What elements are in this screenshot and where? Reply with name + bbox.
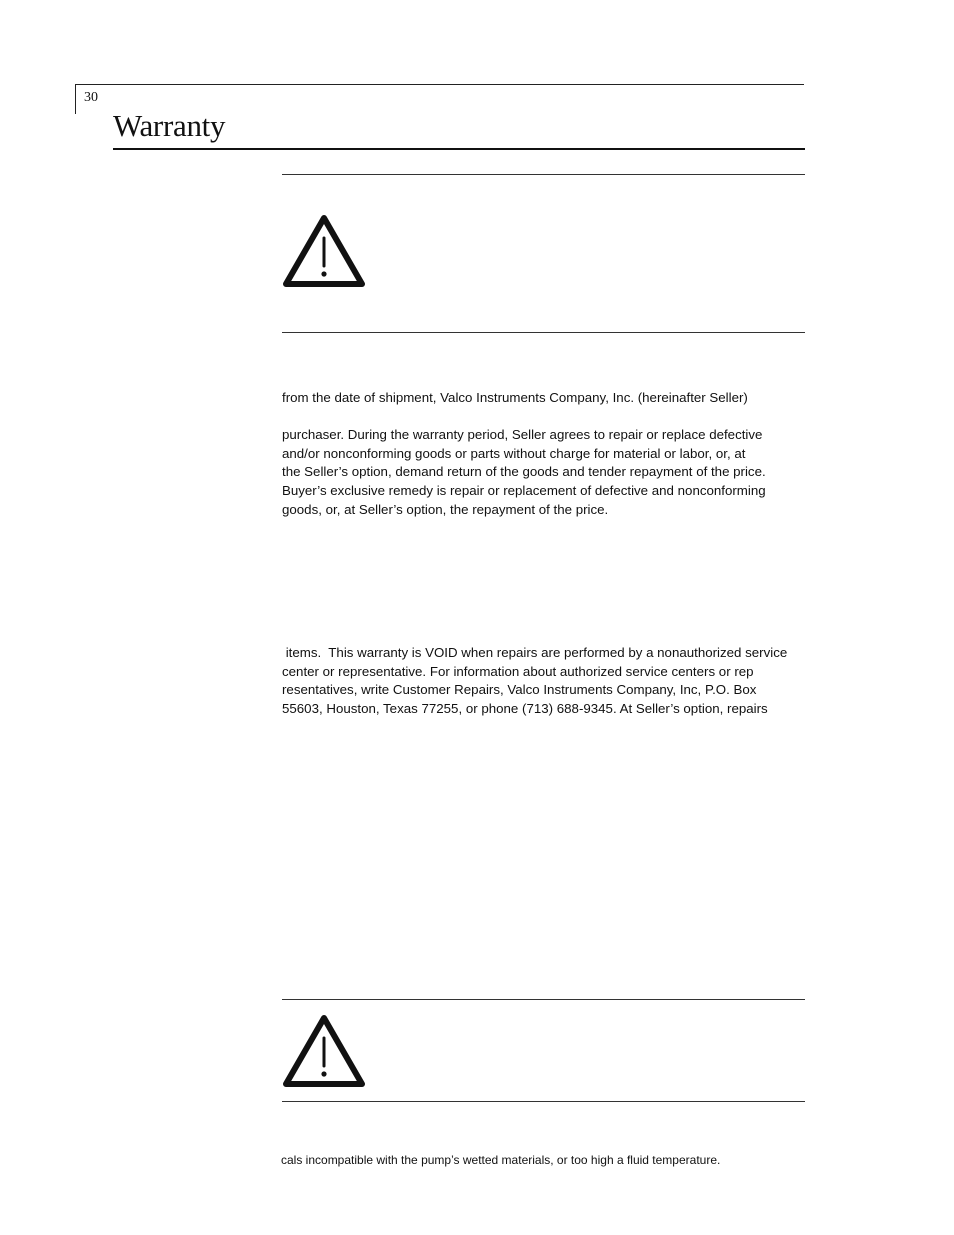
warranty-paragraph-3 xyxy=(282,644,812,719)
text-line: and/or nonconforming goods or parts without charge for material or labor, or, at xyxy=(282,445,746,461)
text-line: items. This warranty is VOID when repairs are performed by a nonauthorized service xyxy=(282,645,788,660)
text-line: purchaser. During the warranty period, Seller agrees to repair or replace defective xyxy=(282,427,763,442)
text-line: Buyer’s exclusive remedy is repair or replacement of defective and nonconforming xyxy=(282,483,766,499)
page-title: Warranty xyxy=(113,108,226,143)
title-underline xyxy=(113,148,805,150)
warning-triangle-icon xyxy=(282,1014,366,1088)
caution-box-top-rule xyxy=(282,174,805,175)
caution-box-bottom-rule xyxy=(282,1101,805,1102)
caution-box-top-rule xyxy=(282,999,805,1000)
text-line: from the date of shipment, Valco Instruments Company, Inc. (hereinafter Seller) xyxy=(282,390,748,405)
page-number: 30 xyxy=(84,90,98,105)
warranty-paragraph-2 xyxy=(282,426,812,520)
text-line: center or representative. For information about authorized service centers or rep xyxy=(282,663,754,679)
text-line: goods, or, at Seller’s option, the repayment of the price. xyxy=(282,501,609,517)
caution-box-bottom-rule xyxy=(282,332,805,333)
text-line: the Seller’s option, demand return of the goods and tender repayment of the price. xyxy=(282,464,766,480)
warning-triangle-icon xyxy=(282,214,366,288)
header-top-rule xyxy=(75,84,804,85)
warranty-paragraph-1 xyxy=(282,389,812,408)
text-line: 55603, Houston, Texas 77255, or phone (713) 688-9345. At Seller’s option, repairs xyxy=(282,701,768,717)
text-line: resentatives, write Customer Repairs, Valco Instruments Company, Inc, P.O. Box xyxy=(282,682,757,698)
header-corner-rule xyxy=(75,84,76,114)
footnote-text: cals incompatible with the pump’s wetted materials, or too high a fluid temperature. xyxy=(281,1153,721,1167)
